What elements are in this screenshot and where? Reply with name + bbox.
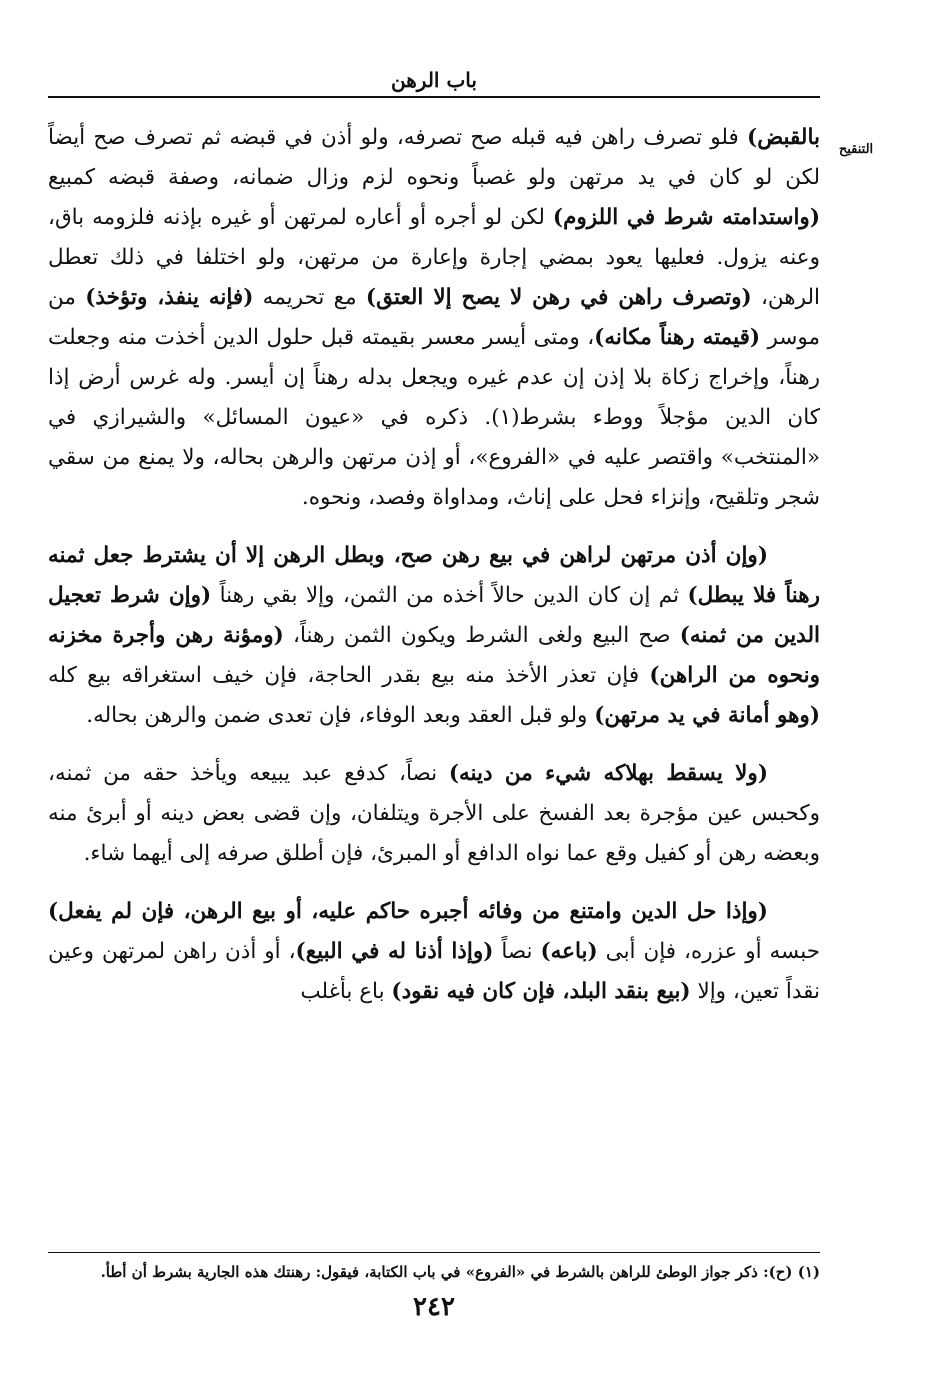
header-rule <box>48 96 820 98</box>
commentary-text: نصاً، كدفع عبد يبيعه ويأخذ حقه من ثمنه، وكحبس عين مؤجرة بعد الفسخ على الأجرة ويتلفان، وإن قضى بعض دينه أو أبرئ منه وبعضه رهن أو كفيل وقع عما نواه الدافع أو المبرئ، فإن أطلق صرفه إلى أيهما شاء. <box>48 761 820 866</box>
matn-text: (فإنه ينفذ، وتؤخذ) <box>85 285 254 310</box>
matn-text: (باعه) <box>540 939 598 964</box>
commentary-text: صح البيع ولغى الشرط ويكون الثمن رهناً، <box>283 623 680 648</box>
commentary-text: نصاً <box>493 939 541 964</box>
commentary-text: حبسه أو عزره، فإن أبى <box>597 939 820 964</box>
paragraph <box>48 536 820 736</box>
running-header: باب الرهن <box>391 68 477 92</box>
paragraph <box>48 118 820 518</box>
matn-text: (قيمته رهناً مكانه) <box>594 325 761 350</box>
side-label: التنقيح <box>838 142 874 157</box>
matn-text: (وإن أذن مرتهن لراهن في بيع رهن صح، وبطل الرهن إلا أن يشترط جعل ثمنه رهناً فلا يبطل) <box>48 543 820 608</box>
commentary-text: مع تحريمه <box>253 285 366 310</box>
matn-text: بالقبض) <box>747 125 820 150</box>
paragraph <box>48 754 820 874</box>
commentary-text: لكن لو أجره أو أعاره لمرتهن أو غيره بإذنه فلزومه باق، وعنه يزول. فعليها يعود بمضي إجارة وإعارة من مرتهن، ولو اختلفا في ذلك تعطل الرهن، <box>48 205 821 310</box>
commentary-text: ثم إن كان الدين حالاً أخذه من الثمن، وإلا بقي رهناً <box>211 583 688 608</box>
commentary-text: ، ومتى أيسر معسر بقيمته قبل حلول الدين أخذت منه وجعلت رهناً، وإخراج زكاة بلا إذن إن عدم غيره ويجعل بدله رهناً إن أيسر. وله غرس أرض إذا كان الدين مؤجلاً ووطء بشرط(١). ذكره في «عيون المسائل» والشيرازي في «المنتخب» واقتصر عليه في «الفروع»، أو إذن مرتهن والرهن بحاله، ولا يمنع من سقي شجر وتلقيح، وإنزاء فحل على إناث، ومداواة وفصد، ونحوه. <box>48 325 821 510</box>
commentary-text: ، أو أذن راهن لمرتهن وعين نقداً تعين، وإلا <box>48 939 820 1004</box>
matn-text: (ولا يسقط بهلاكه شيء من دينه) <box>448 761 768 786</box>
matn-text: (وإذا حل الدين وامتنع من وفائه أجبره حاكم عليه، أو بيع الرهن، فإن لم يفعل) <box>48 899 768 924</box>
footnote: (١) (ح): ذكر جواز الوطئ للراهن بالشرط في «الفروع» في باب الكتابة، فيقول: رهنتك هذه الجارية بشرط أن أطأ. <box>100 1263 820 1281</box>
commentary-text: ولو قبل العقد وبعد الوفاء، فإن تعدى ضمن والرهن بحاله. <box>86 703 595 728</box>
page-number: ٢٤٢ <box>413 1292 455 1322</box>
body-text <box>48 118 820 1030</box>
paragraph <box>48 892 820 1012</box>
commentary-text: فإن تعذر الأخذ منه بيع بقدر الحاجة، فإن خيف استغراقه بيع كله <box>48 663 650 688</box>
commentary-text: من موسر <box>48 285 820 350</box>
commentary-text: باع بأغلب <box>300 979 392 1004</box>
commentary-text: فلو تصرف راهن فيه قبله صح تصرفه، ولو أذن في قبضه ثم تصرف صح أيضاً لكن لو كان في يد مرتهن ولو غصباً ونحوه لزم وزال ضمانه، وصفة قبضه كمبيع <box>48 125 820 190</box>
matn-text: (بيع بنقد البلد، فإن كان فيه نقود) <box>391 979 691 1004</box>
matn-text: (واستدامته شرط في اللزوم) <box>552 205 820 230</box>
matn-text: (وتصرف راهن في رهن لا يصح إلا العتق) <box>365 285 752 310</box>
matn-text: (وإذا أذنا له في البيع) <box>295 939 494 964</box>
matn-text: (وهو أمانة في يد مرتهن) <box>594 703 820 728</box>
footnote-rule <box>48 1252 820 1253</box>
matn-text: (ومؤنة رهن وأجرة مخزنه ونحوه من الراهن) <box>48 623 820 688</box>
matn-text: (وإن شرط تعجيل الدين من ثمنه) <box>48 583 820 648</box>
